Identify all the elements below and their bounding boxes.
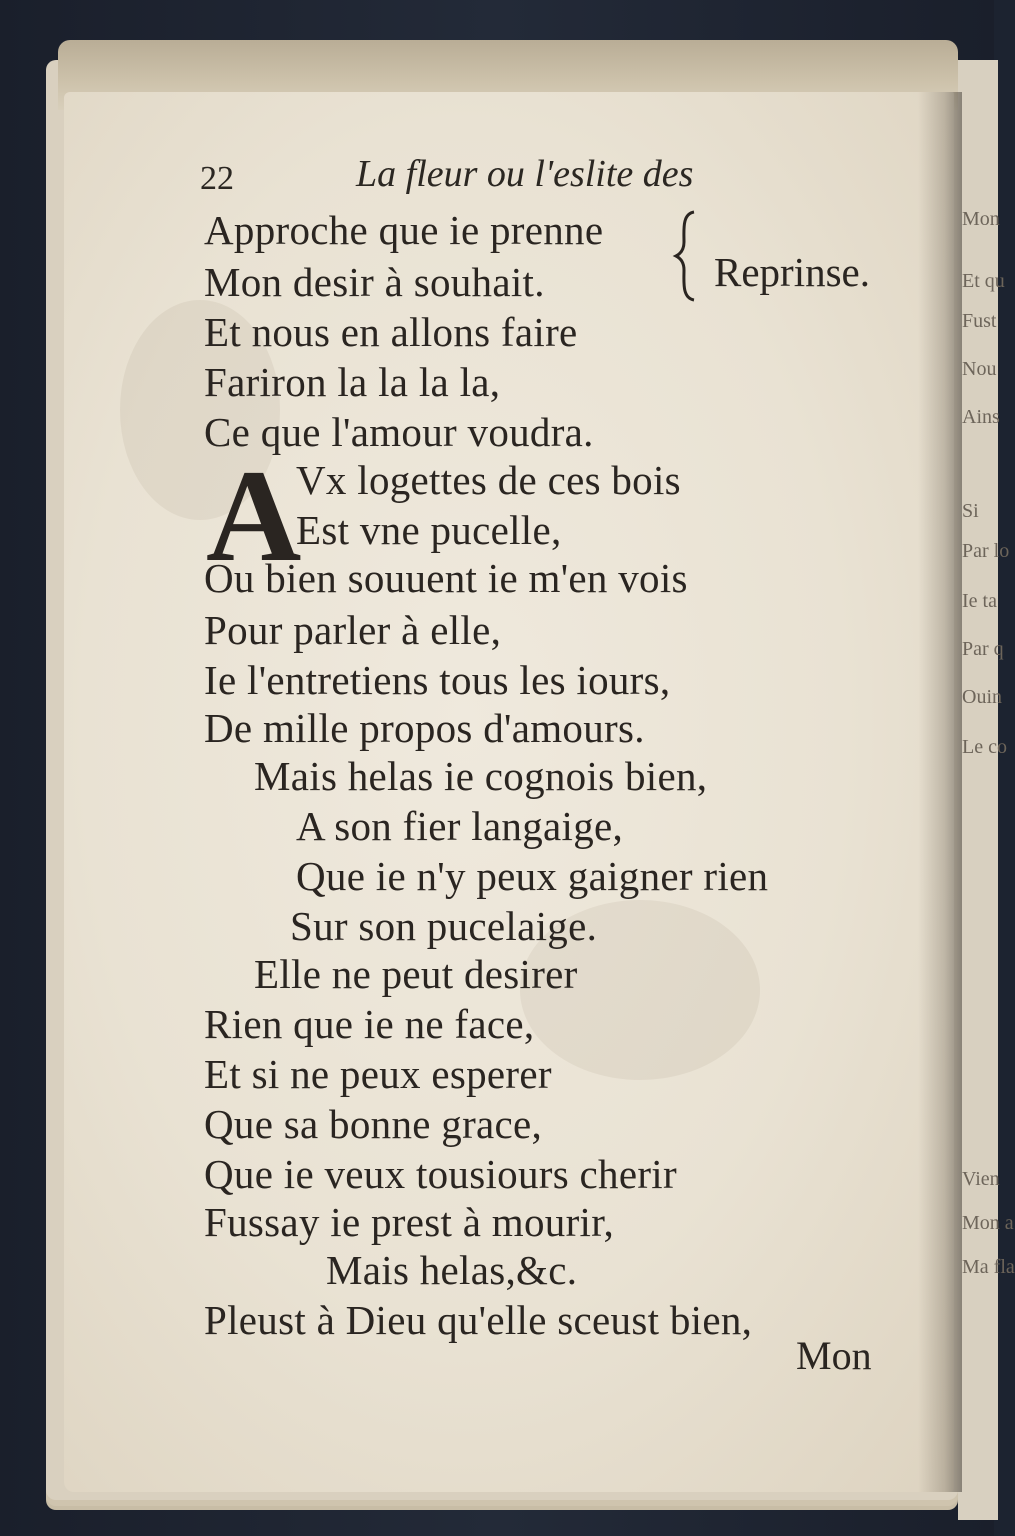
verse-line: Mais helas,&c. (326, 1247, 578, 1293)
facing-fragment: Ma fla (962, 1256, 1015, 1278)
verse-line: Ou bien souuent ie m'en vois (204, 555, 688, 601)
facing-page (958, 60, 1015, 1520)
facing-fragment: Fust (962, 310, 997, 332)
verse-line: A son fier langaige, (296, 803, 624, 849)
verse-line: Et si ne peux esperer (204, 1051, 552, 1097)
verse-line: Et nous en allons faire (204, 309, 578, 355)
verse-line: Vx logettes de ces bois (296, 457, 681, 503)
verse-line: Sur son pucelaige. (290, 903, 598, 949)
facing-fragment: Ains (962, 406, 1000, 428)
facing-fragment: Le co (962, 736, 1007, 758)
facing-fragment: Mon a (962, 1212, 1014, 1234)
verse-line: Ie l'entretiens tous les iours, (204, 657, 671, 703)
verse-line: Fussay ie prest à mourir, (204, 1199, 615, 1245)
brace-icon (672, 208, 702, 304)
verse-line: Est vne pucelle, (296, 507, 562, 553)
facing-fragment: Mon (962, 208, 1000, 230)
verse-line: De mille propos d'amours. (204, 705, 645, 751)
verse-line: Pleust à Dieu qu'elle sceust bien, (204, 1297, 753, 1343)
verse-line: Que sa bonne grace, (204, 1101, 543, 1147)
facing-fragment: Si (962, 500, 979, 522)
verse-line: Mais helas ie cognois bien, (254, 753, 708, 799)
facing-fragment: Ouin (962, 686, 1002, 708)
verse-line: Elle ne peut desirer (254, 951, 578, 997)
verse-line: Que ie veux tousiours cherir (204, 1151, 677, 1197)
facing-fragment: Vien (962, 1168, 1000, 1190)
running-title: La fleur ou l'eslite des (356, 153, 694, 195)
verse-line: Que ie n'y peux gaigner rien (296, 853, 769, 899)
verse-line: Ce que l'amour voudra. (204, 409, 594, 455)
verse-line: Mon desir à souhait. (204, 259, 545, 305)
verse-line: Fariron la la la la, (204, 359, 501, 405)
facing-fragment: Nou (962, 358, 997, 380)
facing-fragment: Et qu (962, 270, 1005, 292)
page-number: 22 (200, 160, 234, 197)
facing-fragment: Ie ta (962, 590, 997, 612)
verse-line: Approche que ie prenne (204, 207, 604, 253)
catchword: Mon (796, 1333, 872, 1378)
verse-line: Rien que ie ne face, (204, 1001, 535, 1047)
verse-line: Pour parler à elle, (204, 607, 502, 653)
page-header (200, 152, 720, 202)
facing-fragment: Par lo (962, 540, 1010, 562)
facing-fragment: Par q (962, 638, 1004, 660)
refrain-label: Reprinse. (714, 249, 870, 295)
gutter-shadow (918, 92, 962, 1492)
drop-cap: A (206, 442, 302, 589)
